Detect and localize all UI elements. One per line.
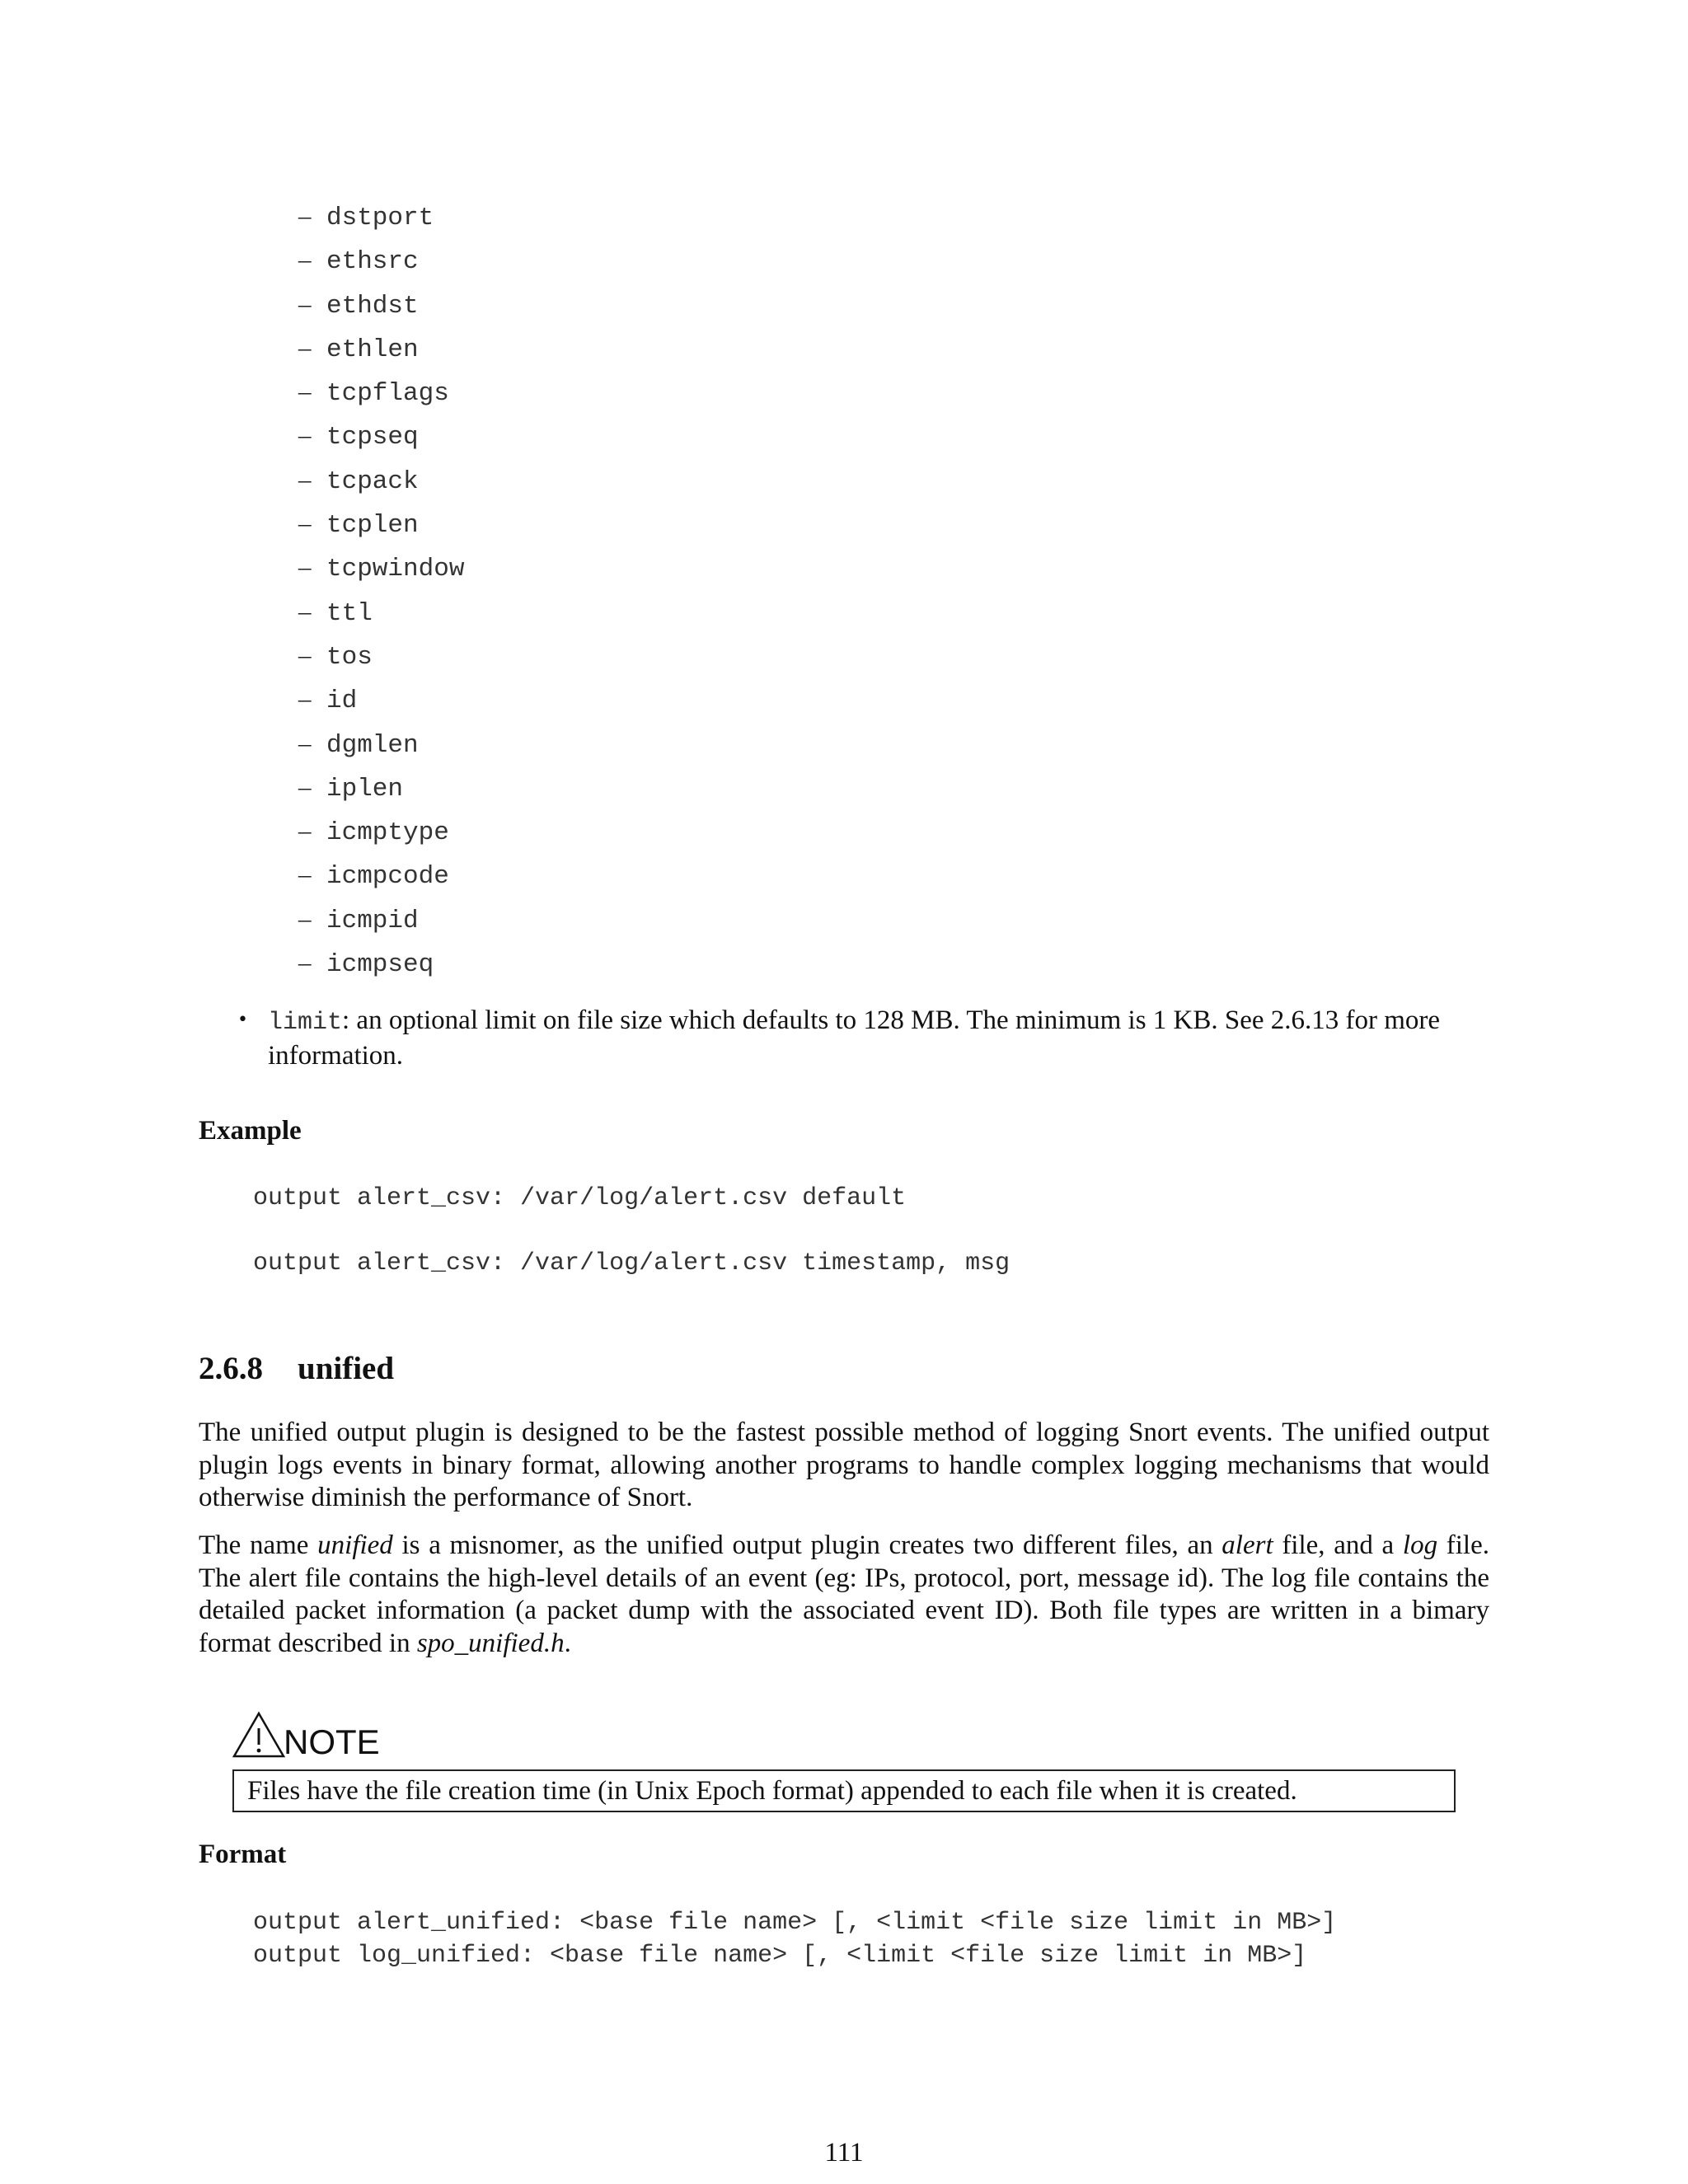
field-list-item xyxy=(298,858,464,902)
dash-icon: – xyxy=(298,288,312,318)
field-name: icmptype xyxy=(326,818,449,848)
example-line-2: output alert_csv: /var/log/alert.csv timestamp, msg xyxy=(253,1249,1010,1277)
field-name: ethlen xyxy=(326,335,419,364)
para2-em-alert: alert xyxy=(1221,1530,1273,1560)
field-list-item xyxy=(298,814,464,858)
field-list-item xyxy=(298,199,464,243)
field-list-item xyxy=(298,727,464,771)
dash-icon: – xyxy=(298,332,312,362)
dash-icon: – xyxy=(298,771,312,801)
format-line-1: output alert_unified: <base file name> [, <limit <file size limit in MB>] xyxy=(253,1909,1337,1937)
para2-text-1: The name xyxy=(199,1530,318,1560)
dash-icon: – xyxy=(298,420,312,450)
section-title: unified xyxy=(298,1351,395,1386)
note-label: NOTE xyxy=(284,1722,380,1761)
dash-icon: – xyxy=(298,552,312,582)
page-number: 111 xyxy=(824,2138,864,2168)
field-name: ethsrc xyxy=(326,247,419,277)
field-list-item xyxy=(298,946,464,990)
para2-text-2: is a misnomer, as the unified output plugin creates two different files, an xyxy=(392,1530,1222,1560)
dash-icon: – xyxy=(298,377,312,406)
para2-em-unified: unified xyxy=(317,1530,393,1560)
field-list-item xyxy=(298,551,464,594)
field-list-item xyxy=(298,902,464,946)
field-list-item xyxy=(298,243,464,287)
field-name: id xyxy=(326,687,358,716)
field-name: icmpid xyxy=(326,906,419,935)
field-list-item xyxy=(298,463,464,507)
dash-icon: – xyxy=(298,464,312,494)
warning-icon xyxy=(232,1710,287,1761)
section-number: 2.6.8 xyxy=(199,1351,263,1386)
field-name: tcpack xyxy=(326,466,419,496)
paragraph-unified-intro: The unified output plugin is designed to be the fastest possible method of logging Snort events. The unified output plugin logs events in binary format, allowing another programs to handle complex logging mechanisms that would otherwise diminish the performance of Snort. xyxy=(199,1418,1489,1513)
field-name: icmpcode xyxy=(326,862,449,892)
field-name: tcpflags xyxy=(326,379,449,409)
paragraph-unified-files xyxy=(199,1530,1489,1660)
field-name: dgmlen xyxy=(326,730,419,760)
field-list-item xyxy=(298,771,464,814)
format-heading: Format xyxy=(199,1840,287,1869)
dash-icon: – xyxy=(298,903,312,933)
dash-icon: – xyxy=(298,684,312,714)
field-name: tcplen xyxy=(326,511,419,541)
section-heading xyxy=(199,1350,394,1388)
limit-description: : an optional limit on file size which defaults to 128 MB. The minimum is 1 KB. See 2.6.13 for more information. xyxy=(268,1005,1441,1071)
dash-icon: – xyxy=(298,509,312,538)
limit-bullet-text xyxy=(268,1004,1488,1072)
field-list xyxy=(298,199,464,990)
field-list-item xyxy=(298,595,464,639)
field-name: tcpseq xyxy=(326,423,419,452)
limit-code: limit xyxy=(268,1009,343,1037)
example-heading: Example xyxy=(199,1116,302,1146)
field-list-item xyxy=(298,419,464,462)
example-line-1: output alert_csv: /var/log/alert.csv default xyxy=(253,1184,907,1212)
para2-em-log: log xyxy=(1402,1530,1438,1560)
field-list-item xyxy=(298,375,464,419)
note-text: Files have the file creation time (in Unix Epoch format) appended to each file when it is created. xyxy=(247,1776,1297,1806)
field-name: tcpwindow xyxy=(326,555,465,584)
limit-bullet xyxy=(235,1004,1488,1072)
field-name: ttl xyxy=(326,598,373,628)
field-list-item xyxy=(298,331,464,375)
dash-icon: – xyxy=(298,201,312,230)
field-name: tos xyxy=(326,642,373,672)
bullet-icon: • xyxy=(237,1010,248,1030)
field-list-item xyxy=(298,288,464,331)
para2-text-5: . xyxy=(564,1628,571,1658)
dash-icon: – xyxy=(298,860,312,889)
para2-text-3: file, and a xyxy=(1273,1530,1403,1560)
field-name: iplen xyxy=(326,774,404,804)
field-list-item xyxy=(298,507,464,551)
format-line-2: output log_unified: <base file name> [, <limit <file size limit in MB>] xyxy=(253,1942,1307,1970)
field-name: dstport xyxy=(326,204,434,232)
para2-em-header-file: spo_unified.h xyxy=(416,1628,565,1658)
field-list-item xyxy=(298,682,464,726)
dash-icon: – xyxy=(298,640,312,669)
field-list-item xyxy=(298,639,464,682)
field-name: icmpseq xyxy=(326,950,434,980)
dash-icon: – xyxy=(298,728,312,757)
dash-icon: – xyxy=(298,816,312,846)
para2-text-4: file. The alert file contains the high-level details of an event (eg: IPs, protocol, port, message id). The log file contains the detailed packet information (a packet dump with the associated event ID). Both file types are written in a bimary format described in xyxy=(199,1530,1489,1658)
dash-icon: – xyxy=(298,245,312,274)
field-name: ethdst xyxy=(326,291,419,321)
dash-icon: – xyxy=(298,948,312,977)
dash-icon: – xyxy=(298,596,312,626)
